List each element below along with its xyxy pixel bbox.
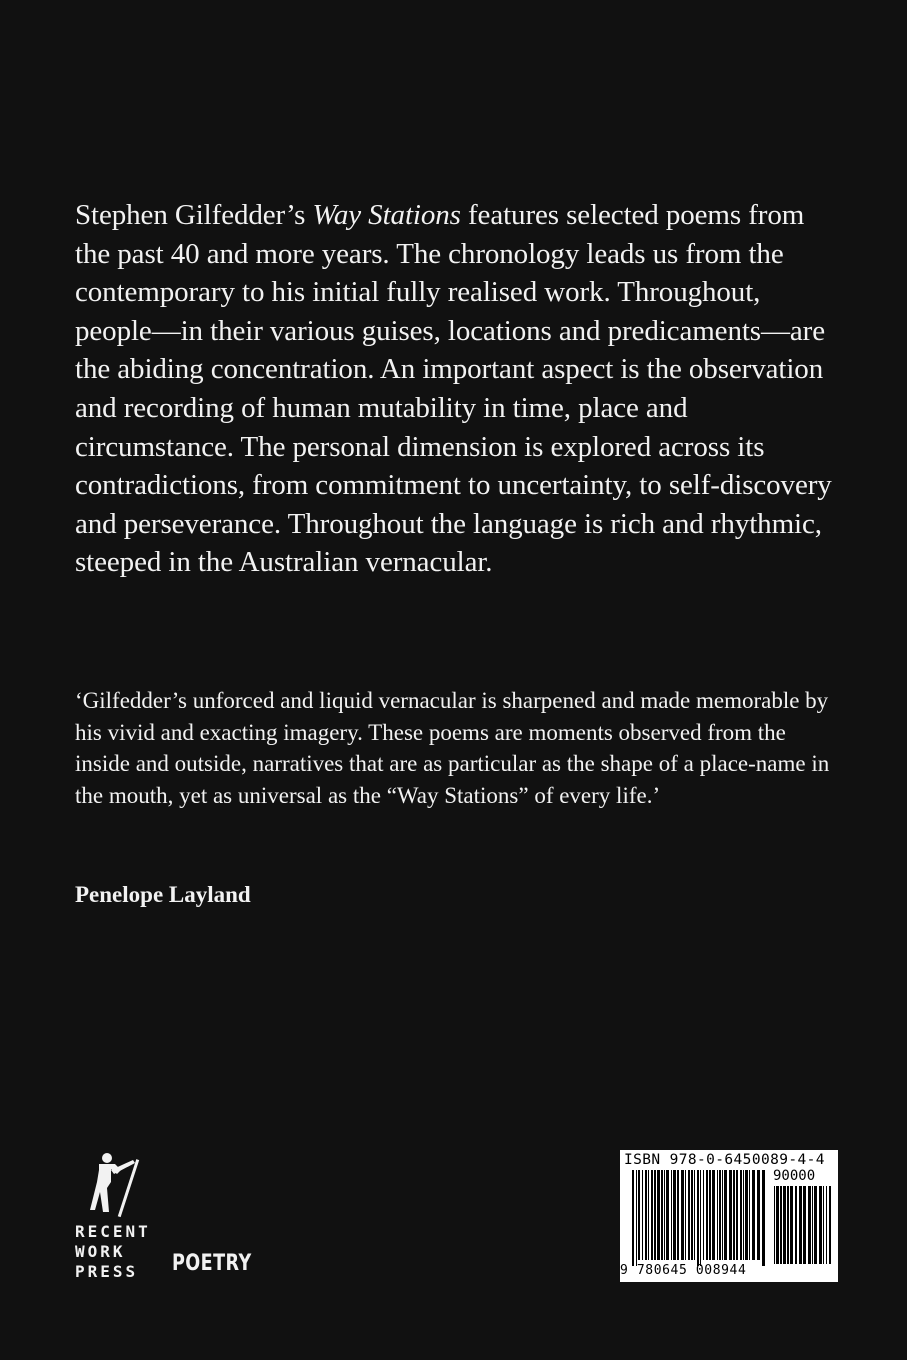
blurb-text: features selected poems from the past 40 and more years. The chronology leads us from the contemporary to his initial fully realised work. Throughout, people—in their various guises, locations and predicaments—are the abiding concentration. An important aspect is the observation and recording of human mutability in time, place and circumstance. The personal dimension is explored across its contradictions, from commitment to uncertainty, to self-discovery and perseverance. Throughout the language is rich and rhythmic, steeped in the Australian vernacular.	[75, 199, 832, 579]
figure-with-staff-icon	[81, 1152, 141, 1220]
logo-word-recent: RECENT	[75, 1222, 151, 1241]
addon-barcode-icon	[774, 1186, 832, 1264]
blurb-author: Stephen Gilfedder’s	[75, 199, 313, 231]
isbn-barcode	[620, 1150, 838, 1282]
barcode-icon	[632, 1170, 766, 1266]
review-quote: ‘Gilfedder’s unforced and liquid vernacular is sharpened and made memorable by his vivid and exacting imagery. These poems are moments observed from the inside and outside, narratives that are as particular as the shape of a place-name in the mouth, yet as universal as the “Way Stations” of every life.’	[75, 688, 830, 808]
price-code: 90000	[773, 1168, 816, 1184]
publisher-logo	[75, 1152, 155, 1282]
series-label: POETRY	[172, 1251, 252, 1276]
isbn-text: ISBN 978-0-6450089-4-4	[624, 1152, 825, 1168]
blurb-book-title: Way Stations	[312, 199, 461, 231]
ean-text: 9 780645 008944	[620, 1263, 747, 1278]
logo-word-press: PRESS	[75, 1262, 139, 1281]
logo-word-work: WORK	[75, 1242, 126, 1261]
back-cover-blurb	[75, 196, 835, 582]
quote-attribution: Penelope Layland	[75, 882, 251, 907]
